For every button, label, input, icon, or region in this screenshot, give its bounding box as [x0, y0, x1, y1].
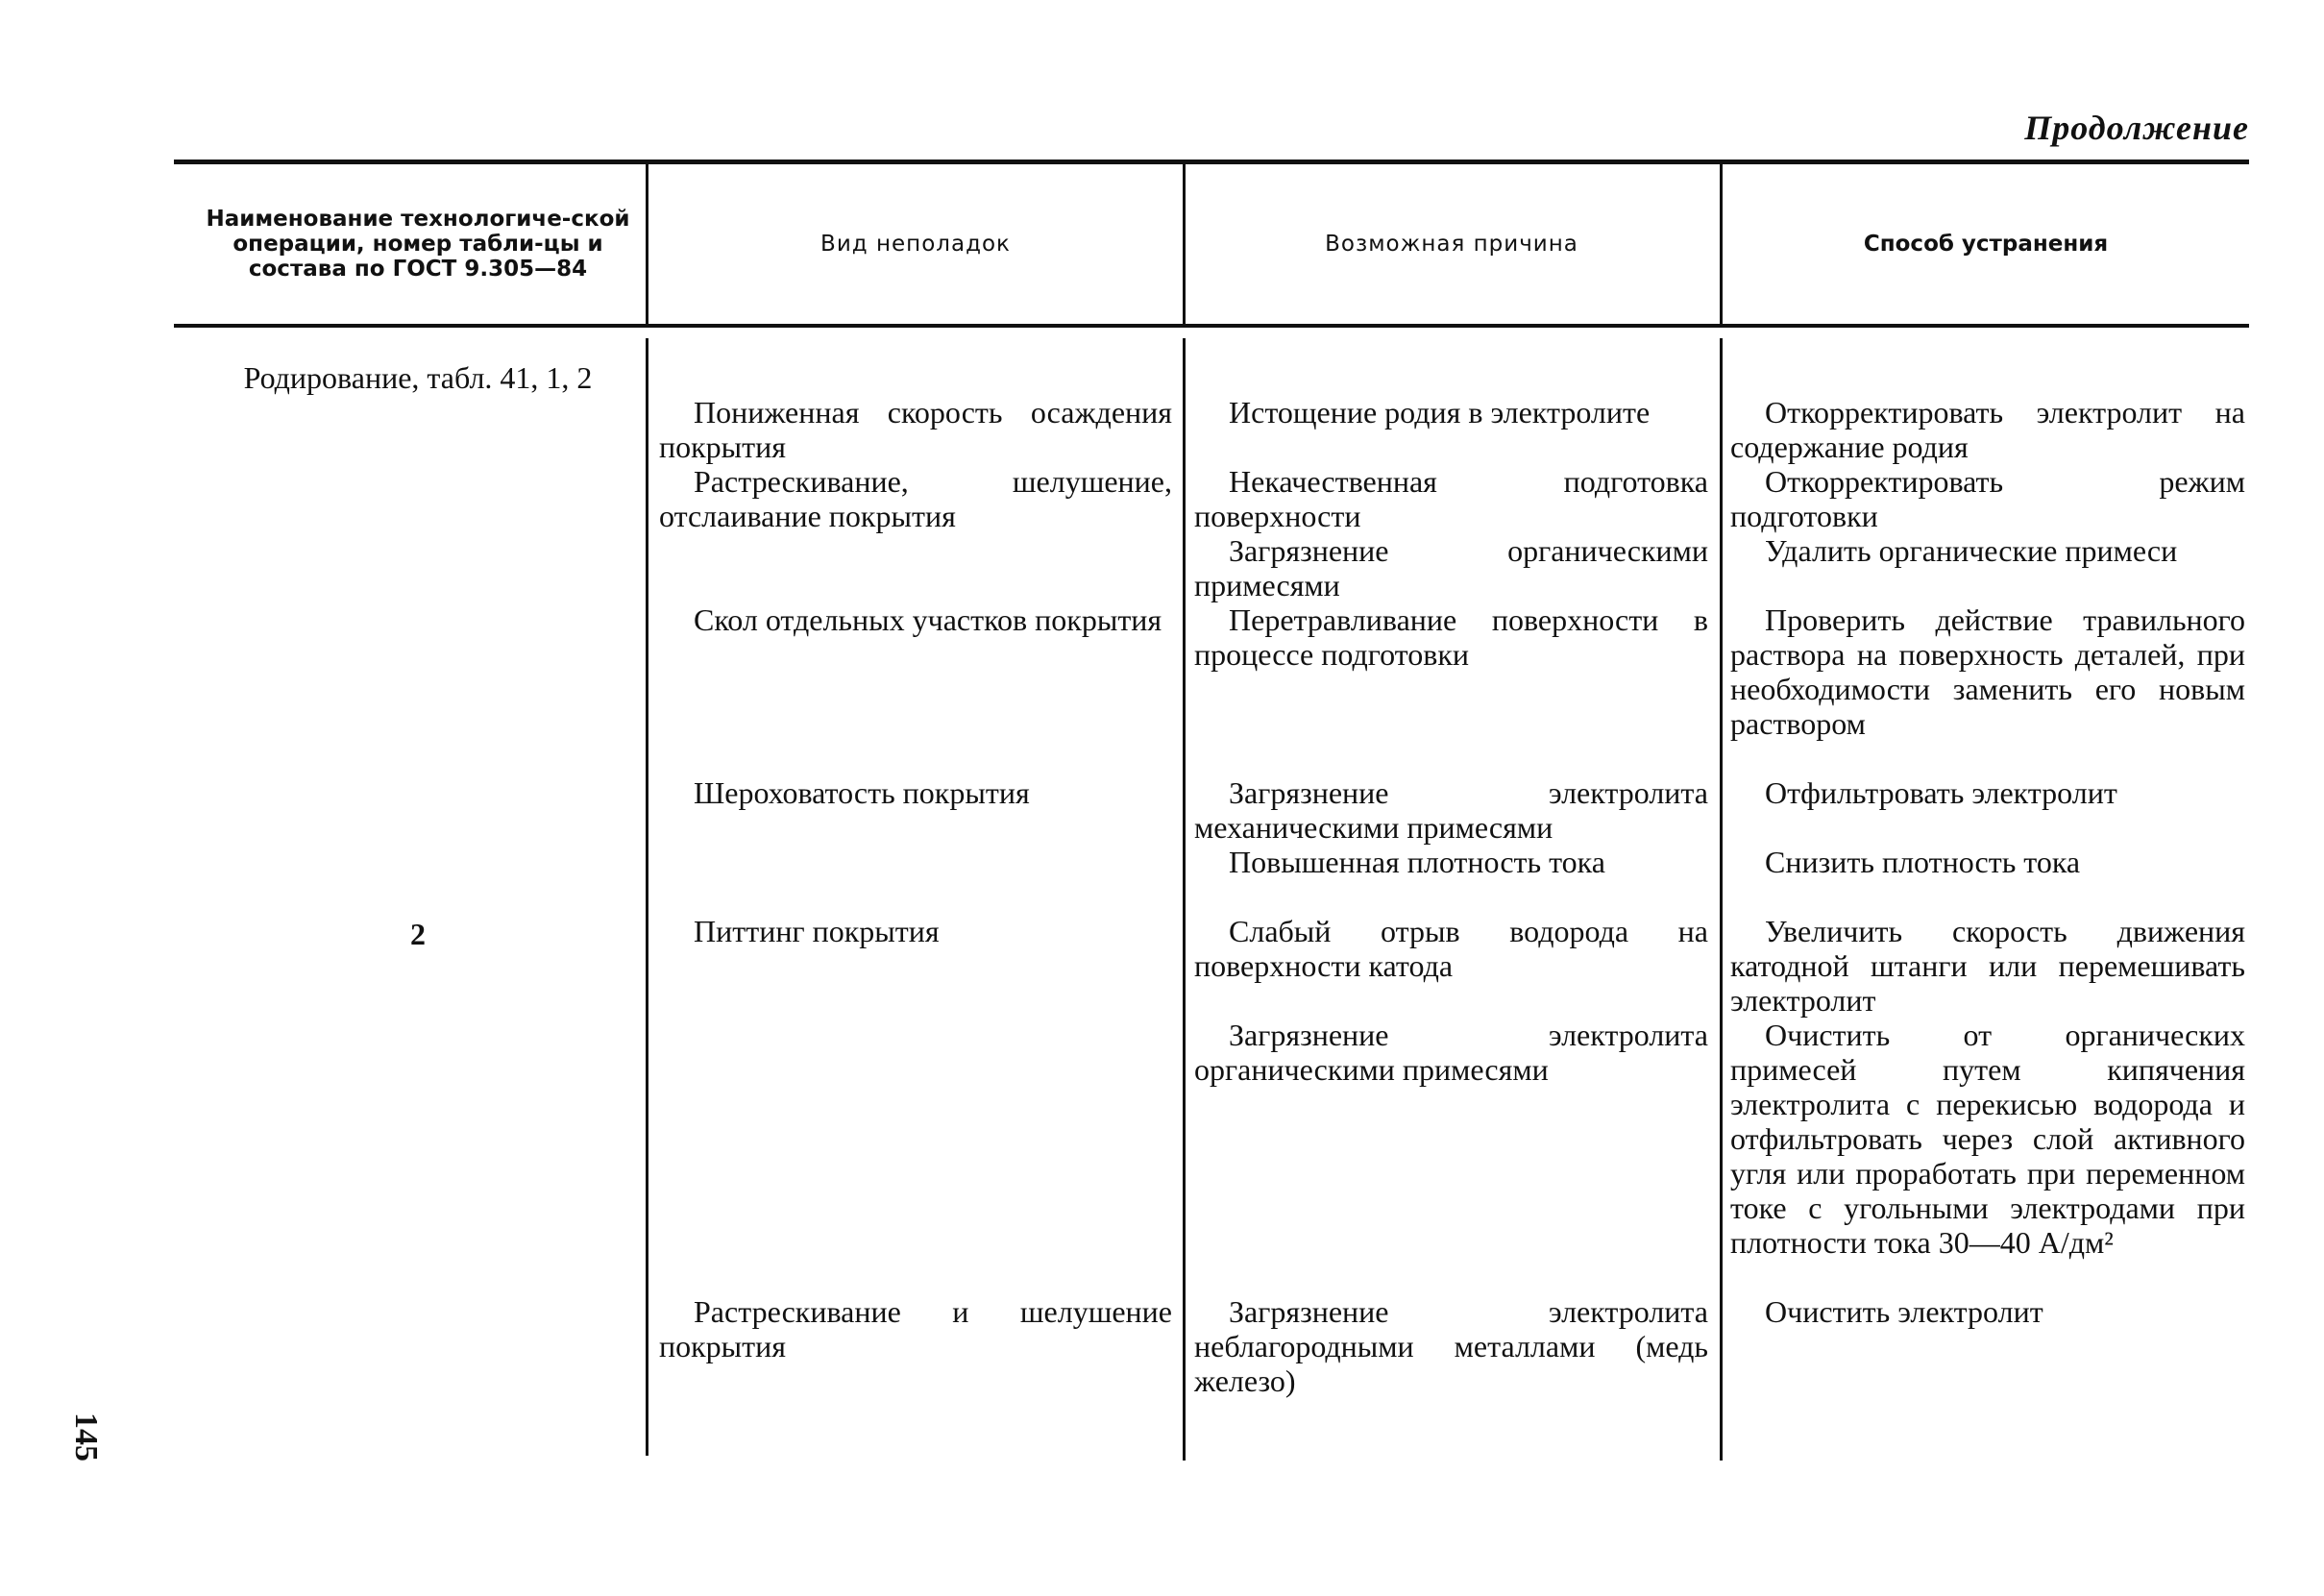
header-remedy: Способ устранения: [1863, 232, 2109, 257]
table-cell-defect: Питтинг покрытия: [694, 914, 940, 948]
table-cell-remedy: Удалить органические примеси: [1765, 533, 2178, 568]
operation-name: Родирование, табл. 41, 1, 2: [243, 360, 593, 395]
column-divider: [646, 164, 648, 324]
table-cell-remedy: Отфильтровать электролит: [1765, 775, 2117, 810]
table-cell-defect: Растрескивание и шелушение покрытия: [659, 1294, 1172, 1363]
column-divider: [1183, 338, 1186, 1461]
header-defect: Вид неполадок: [820, 232, 1011, 257]
table-cell-cause: Перетравливание поверхности в процессе подготовки: [1194, 602, 1708, 672]
table-cell-cause: Слабый отрыв водорода на поверхности катода: [1194, 914, 1708, 983]
table-header-rule: [174, 324, 2249, 328]
table-cell-remedy: Проверить действие травильного раствора на поверхность деталей, при необходимости заменить его новым раствором: [1730, 602, 2245, 741]
table-cell-remedy: Снизить плотность тока: [1765, 845, 2081, 879]
operation-ref: 2: [410, 917, 426, 951]
table-cell-cause: Загрязнение органическими примесями: [1194, 533, 1708, 602]
table-cell-cause: Загрязнение электролита неблагородными металлами (медь железо): [1194, 1294, 1708, 1398]
column-divider: [1720, 338, 1723, 1461]
table-cell-cause: Загрязнение электролита органическими примесями: [1194, 1018, 1708, 1087]
column-divider: [646, 338, 648, 1456]
table-cell-defect: Пониженная скорость осаждения покрытия: [659, 395, 1172, 464]
table-cell-remedy: Откорректировать электролит на содержание родия: [1730, 395, 2245, 464]
table-cell-defect: Растрескивание, шелушение, отслаивание покрытия: [659, 464, 1172, 533]
continuation-label: Продолжение: [2024, 109, 2249, 147]
table-cell-remedy: Увеличить скорость движения катодной штанги или перемешивать электролит: [1730, 914, 2245, 1018]
table-cell-remedy: Очистить электролит: [1765, 1294, 2043, 1329]
table-cell-cause: Повышенная плотность тока: [1229, 845, 1605, 879]
table-cell-cause: Некачественная подготовка поверхности: [1194, 464, 1708, 533]
table-cell-remedy: Очистить от органических примесей путем кипячения электролита с перекисью водорода и отфильтровать через слой активного угля или проработать при переменном токе с угольными электродами при плотности тока 30—40 А/дм²: [1730, 1018, 2245, 1260]
table-cell-defect: Скол отдельных участков покрытия: [694, 602, 1162, 637]
table-cell-remedy: Откорректировать режим подготовки: [1730, 464, 2245, 533]
table-cell-cause: Истощение родия в электролите: [1229, 395, 1651, 430]
page-number: 145: [68, 1412, 104, 1461]
header-cause: Возможная причина: [1325, 232, 1578, 257]
table-cell-defect: Шероховатость покрытия: [694, 775, 1030, 810]
table-cell-cause: Загрязнение электролита механическими примесями: [1194, 775, 1708, 845]
header-operation: Наименование технологиче-ской операции, номер табли-цы и состава по ГОСТ 9.305—84: [206, 207, 630, 282]
